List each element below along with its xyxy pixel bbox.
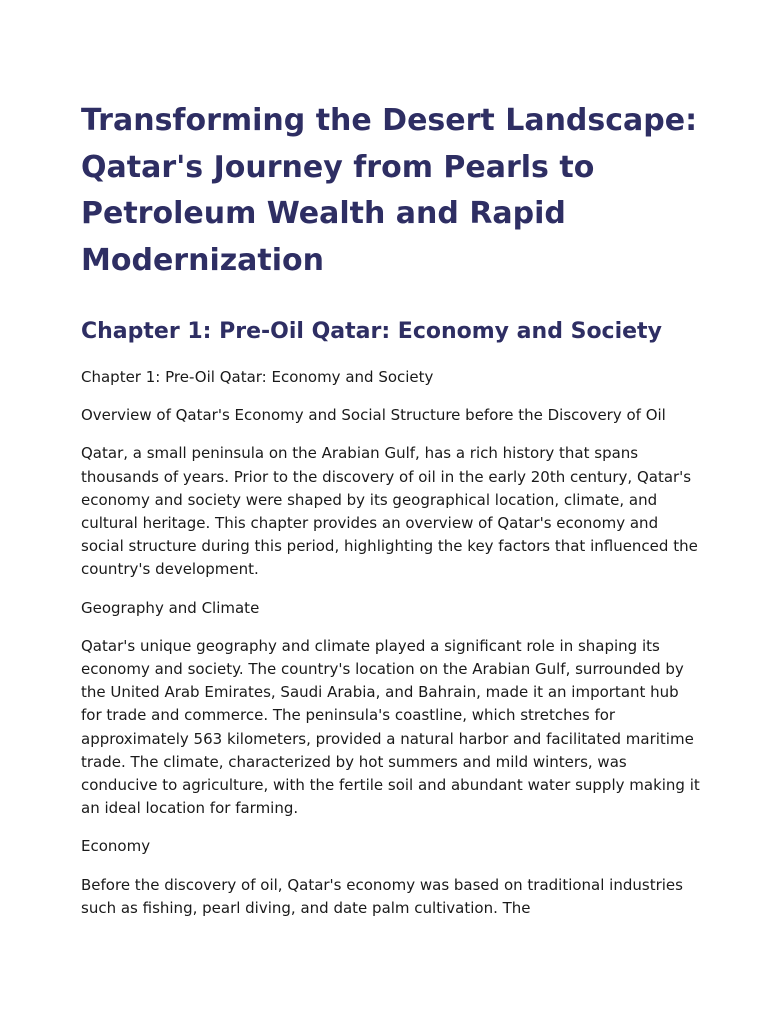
document-page [81, 98, 701, 920]
section-heading-economy: Economy [81, 837, 151, 856]
chapter-heading: Chapter 1: Pre-Oil Qatar: Economy and Society [81, 319, 662, 344]
section-heading-geography: Geography and Climate [81, 598, 260, 617]
intro-paragraph: Qatar, a small peninsula on the Arabian Gulf, has a rich history that spans thousands of years. Prior to the discovery of oil in the early 20th century, Qatar's economy and society were shaped by its geographical location, climate, and cultural heritage. This chapter provides an overview of Qatar's economy and social structure during this period, highlighting the key factors that influenced the country's development. [81, 444, 698, 579]
document-title: Transforming the Desert Landscape: Qatar's Journey from Pearls to Petroleum Wealth and Rapid Modernization [81, 103, 698, 278]
chapter-subtitle-paragraph: Chapter 1: Pre-Oil Qatar: Economy and Society [81, 368, 434, 386]
overview-heading-paragraph: Overview of Qatar's Economy and Social Structure before the Discovery of Oil [81, 406, 666, 425]
economy-paragraph: Before the discovery of oil, Qatar's economy was based on traditional industries such as fishing, pearl diving, and date palm cultivation. The [81, 875, 683, 917]
geography-paragraph: Qatar's unique geography and climate played a significant role in shaping its economy and society. The country's location on the Arabian Gulf, surrounded by the United Arab Emirates, Saudi Arabia, and Bahrain, made it an important hub for trade and commerce. The peninsula's coastline, which stretches for approximately 563 kilometers, provided a natural harbor and facilitated maritime trade. The climate, characterized by hot summers and mild winters, was conducive to agriculture, with the fertile soil and abundant water supply making it an ideal location for farming. [81, 636, 700, 818]
